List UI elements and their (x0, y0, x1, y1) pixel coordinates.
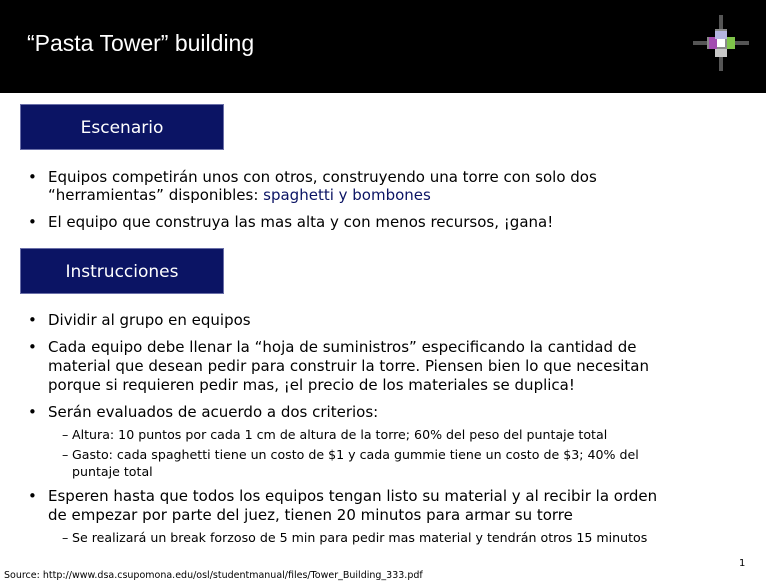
scenario-bullet-1-emphasis: spaghetti y bombones (263, 186, 431, 204)
bullet-dot: • (28, 213, 37, 231)
page-number: 1 (739, 558, 746, 569)
plus-logo-icon (693, 15, 749, 71)
bullet-dot: • (28, 487, 37, 505)
criteria-sub-2-line1: Gasto: cada spaghetti tiene un costo de $1 y cada gummie tiene un costo de $3; 40% del (72, 447, 639, 462)
instruction-bullet-2-line1: Cada equipo debe llenar la “hoja de suministros” especificando la cantidad de (48, 338, 637, 356)
scenario-bullet-2-text: El equipo que construya las mas alta y con menos recursos, ¡gana! (48, 213, 554, 231)
instruction-bullet-4-line1: Esperen hasta que todos los equipos tengan listo su material y al recibir la orden (48, 487, 658, 505)
bullet-dot: • (28, 338, 37, 356)
section-escenario: Escenario (20, 104, 224, 150)
instruction-bullet-2-line3: porque si requieren pedir mas, ¡el precio de los materiales se duplica! (48, 376, 575, 394)
section-instrucciones: Instrucciones (20, 248, 224, 294)
scenario-bullet-1-line2 (48, 186, 431, 205)
instruction-bullet-3-text: Serán evaluados de acuerdo a dos criterios: (48, 403, 379, 421)
criteria-sub-1-text: Altura: 10 puntos por cada 1 cm de altura de la torre; 60% del peso del puntaje total (72, 427, 608, 442)
instruction-bullet-1-text: Dividir al grupo en equipos (48, 311, 251, 329)
break-sub-1-text: Se realizará un break forzoso de 5 min para pedir mas material y tendrán otros 15 minutos (72, 530, 648, 545)
instruction-bullet-4-line2: de empezar por parte del juez, tienen 20 minutos para armar su torre (48, 506, 573, 524)
dash-marker: – (62, 530, 69, 545)
bullet-dot: • (28, 311, 37, 329)
scenario-bullet-1-line1: Equipos competirán unos con otros, construyendo una torre con solo dos (48, 168, 597, 186)
dash-marker: – (62, 447, 69, 462)
header-bar (0, 0, 766, 93)
bullet-dot: • (28, 168, 37, 186)
source-citation: Source: http://www.dsa.csupomona.edu/osl/studentmanual/files/Tower_Building_333.pdf (4, 570, 423, 581)
instruction-bullet-2-line2: material que desean pedir para construir la torre. Piensen bien lo que necesitan (48, 357, 650, 375)
criteria-sub-2-line2: puntaje total (72, 464, 153, 479)
scenario-bullet-1-line2a: “herramientas” disponibles: (48, 186, 264, 204)
dash-marker: – (62, 427, 69, 442)
bullet-dot: • (28, 403, 37, 421)
slide-title: “Pasta Tower” building (27, 30, 255, 56)
